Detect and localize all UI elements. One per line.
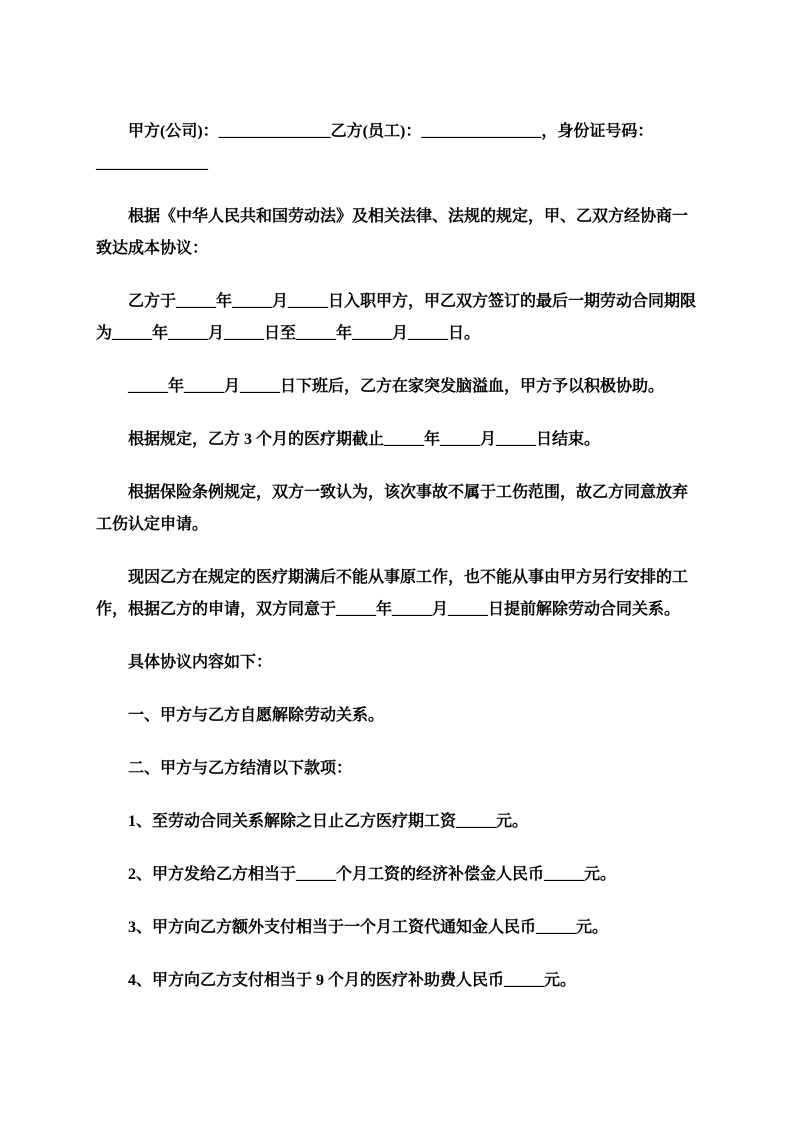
paragraph-parties: 甲方(公司)：______________乙方(员工)：_______________，身份证号码：______________ — [96, 123, 654, 172]
document-body — [96, 116, 698, 997]
paragraph-incident: _____年_____月_____日下班后，乙方在家突发脑溢血，甲方予以积极协助。 — [128, 378, 665, 395]
paragraph-clause-two: 二、甲方与乙方结清以下款项： — [128, 760, 353, 777]
paragraph-termination-reason: 现因乙方在规定的医疗期满后不能从事原工作，也不能从事由甲方另行安排的工作，根据乙方的申请，双方同意于_____年_____月_____日提前解除劳动合同关系。 — [96, 569, 689, 618]
paragraph-legal-basis: 根据《中华人民共和国劳动法》及相关法律、法规的规定，甲、乙双方经协商一致达成本协议： — [96, 208, 689, 257]
paragraph-item-2: 2、甲方发给乙方相当于_____个月工资的经济补偿金人民币_____元。 — [128, 866, 617, 883]
paragraph-agreement-intro: 具体协议内容如下： — [128, 654, 273, 671]
paragraph-item-3: 3、甲方向乙方额外支付相当于一个月工资代通知金人民币_____元。 — [128, 919, 609, 936]
paragraph-clause-one: 一、甲方与乙方自愿解除劳动关系。 — [128, 707, 385, 724]
paragraph-contract-term: 乙方于_____年_____月_____日入职甲方，甲乙双方签订的最后一期劳动合同期限为_____年_____月_____日至_____年_____月_____日。 — [96, 293, 697, 342]
paragraph-item-1: 1、至劳动合同关系解除之日止乙方医疗期工资_____元。 — [128, 813, 529, 830]
paragraph-medical-period: 根据规定，乙方 3 个月的医疗期截止_____年_____月_____日结束。 — [128, 431, 601, 448]
paragraph-insurance-waiver: 根据保险条例规定，双方一致认为，该次事故不属于工伤范围，故乙方同意放弃工伤认定申请。 — [96, 484, 689, 533]
paragraph-item-4: 4、甲方向乙方支付相当于 9 个月的医疗补助费人民币_____元。 — [128, 972, 577, 989]
